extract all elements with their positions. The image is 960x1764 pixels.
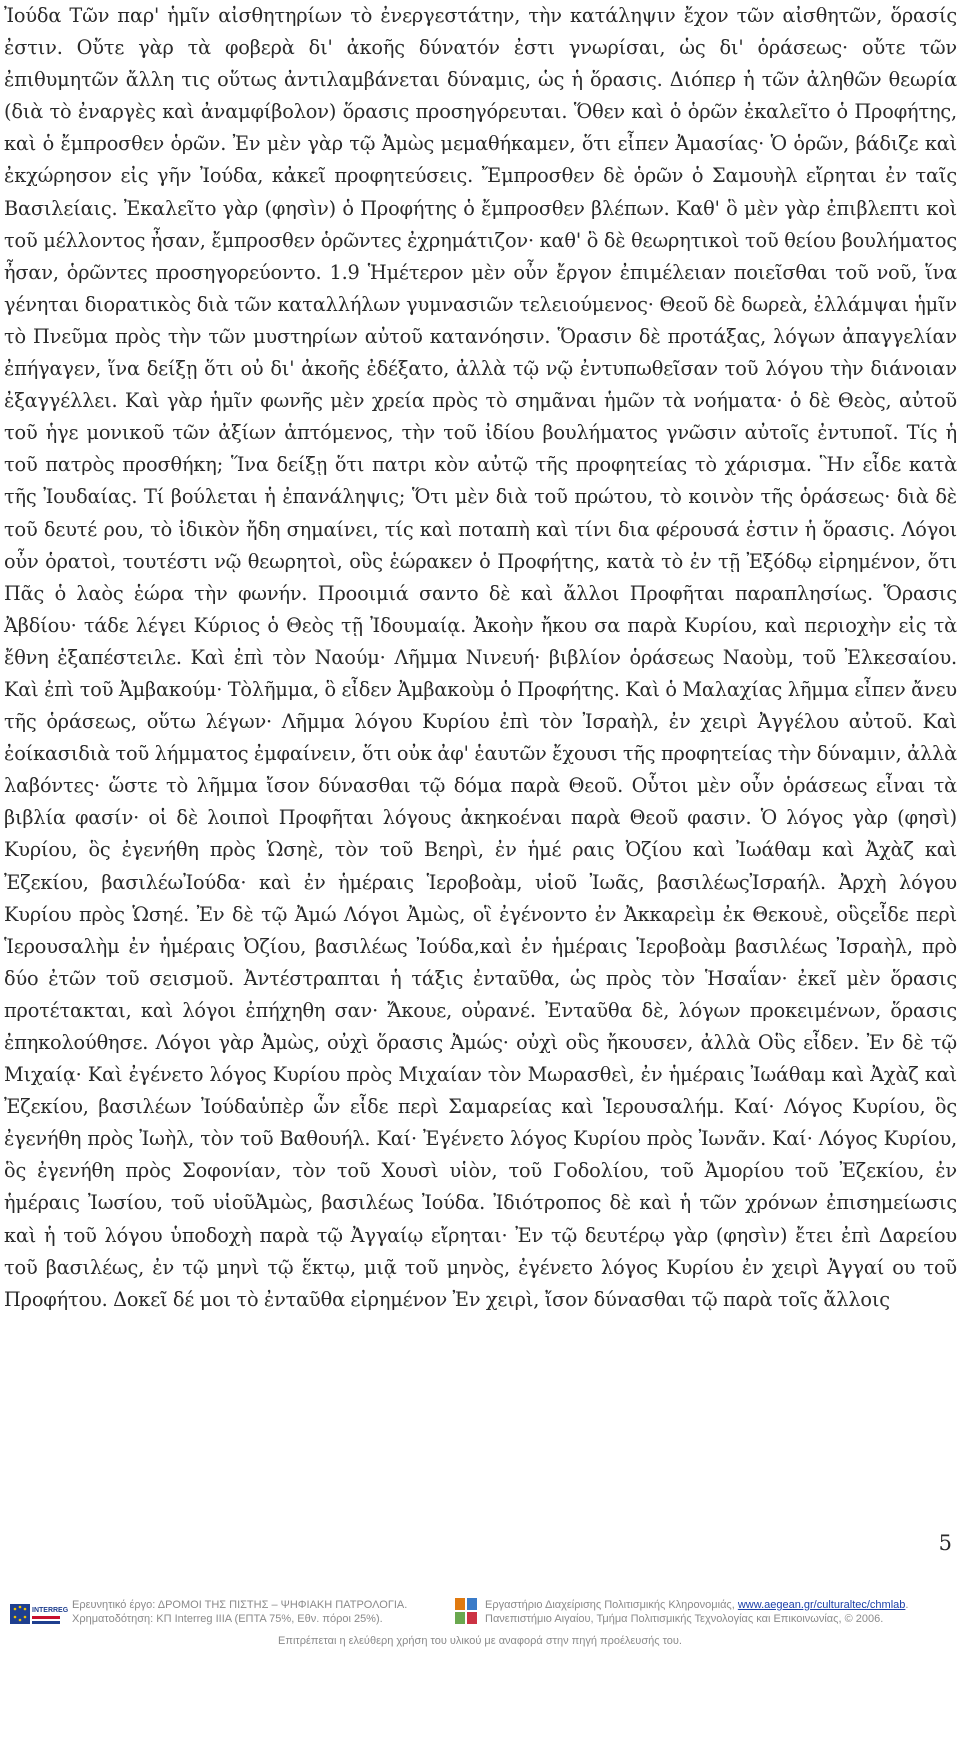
footer-left-text [72,1598,407,1626]
footer-funding-line: Χρηματοδότηση: ΚΠ Interreg IIIA (ΕΠΤΑ 75%, Εθν. πόροι 25%). [72,1613,383,1625]
interreg-logo-text: INTERREG [32,1607,69,1614]
lab-logo-icon [455,1598,477,1624]
interreg-logo-icon [10,1600,69,1628]
footer-lab-link[interactable]: www.aegean.gr/culturaltec/chmlab [737,1599,906,1611]
footer-university-line: Πανεπιστήμιο Αιγαίου, Τμήμα Πολιτισμικής Τεχνολογίας και Επικοινωνίας, © 2006. [485,1613,884,1625]
footer-lab-prefix: Εργαστήριο Διαχείρισης Πολιτισμικής Κληρονομιάς, [485,1599,738,1611]
footer-right-text [485,1598,908,1626]
footer-lab-line [485,1598,908,1612]
footer-lab-suffix: . [905,1599,909,1611]
page-footer [0,1590,960,1650]
footer-usage-notice: Επιτρέπεται η ελεύθερη χρήση του υλικού με αναφορά στην πηγή προέλευσής του. [278,1635,682,1647]
footer-left-block [10,1596,450,1632]
body-paragraph: Ἰούδα Τῶν παρ' ἡμῖν αἰσθητηρίων τὸ ἐνεργεστάτην, τὴν κατάληψιν ἔχον τῶν αἰσθητῶν, ὅρασίς ἐστιν. Οὔτε γὰρ τὰ φοβερὰ δι' ἀκοῆς δύνατόν ἐστι γνωρίσαι, ὡς δι' ὁράσεως· οὔτε τῶν ἐπιθυμητῶν ἄλλη τις οὕτως ἀντιλαμβάνεται δύναμις, ὡς ἡ ὅρασις. Διόπερ ἡ τῶν ἀληθῶν θεωρία (διὰ τὸ ἐναργὲς καὶ ἀναμφίβολον) ὅρασις προσηγόρευται. Ὅθεν καὶ ὁ ὁρῶν ἐκαλεῖτο ὁ Προφήτης, καὶ ὁ ἔμπροσθεν ὁρῶν. Ἐν μὲν γὰρ τῷ Ἀμὼς μεμαθήκαμεν, ὅτι εἶπεν Ἀμασίας· Ὁ ὁρῶν, βάδιζε καὶ ἐκχώρησον εἰς γῆν Ἰούδα, κἀκεῖ προφητεύσεις. Ἔμπροσθεν δὲ ὁρῶν ὁ Σαμουὴλ εἴρηται ἐν ταῖς Βασιλείαις. Ἐκαλεῖτο γὰρ (φησὶν) ὁ Προφήτης ὁ ἔμπροσθεν βλέπων. Καθ' ὃ μὲν γὰρ ἐπιβλεπτι κοὶ τοῦ μέλλοντος ἦσαν, ἔμπροσθεν ὁρῶντες ἐχρημάτιζον· καθ' ὃ δὲ θεωρητικοὶ τοῦ θείου βουλήματος ἦσαν, ὁρῶντες προσηγορεύοντο. 1.9 Ἡμέτερον μὲν οὖν ἔργον ἐπιμέλειαν ποιεῖσθαι τοῦ νοῦ, ἵνα γένηται διορατικὸς διὰ τῶν καταλλήλων γυμνασιῶν τελειούμενος· Θεοῦ δὲ δωρεὰ, ἐλλάμψαι ἡμῖν τὸ Πνεῦμα πρὸς τὴν τῶν μυστηρίων αὐτοῦ κατανόησιν. Ὅρασιν δὲ προτάξας, λόγων ἀπαγγελίαν ἐπήγαγεν, ἵνα δείξῃ ὅτι οὐ δι' ἀκοῆς ἐδέξατο, ἀλλὰ τῷ νῷ ἐντυπωθεῖσαν τοῦ λόγου τὴν διάνοιαν ἐξαγγέλλει. Καὶ γὰρ ἡμῖν φωνῆς μὲν χρεία πρὸς τὸ σημᾶναι ἡμῶν τὰ νοήματα· ὁ δὲ Θεὸς, αὐτοῦ τοῦ ἡγε μονικοῦ τῶν ἀξίων ἁπτόμενος, τὴν τοῦ ἰδίου βουλήματος γνῶσιν αὐτοῖς ἐντυποῖ. Τίς ἡ τοῦ πατρὸς προσθήκη; Ἵνα δείξῃ ὅτι πατρι κὸν αὐτῷ τῆς προφητείας τὸ χάρισμα. Ἣν εἶδε κατὰ τῆς Ἰουδαίας. Τί βούλεται ἡ ἐπανάληψις; Ὅτι μὲν διὰ τοῦ πρώτου, τὸ κοινὸν τῆς ὁράσεως· διὰ δὲ τοῦ δευτέ ρου, τὸ ἰδικὸν ἤδη σημαίνει, τίς καὶ ποταπὴ καὶ τίνι δια φέρουσά ἐστιν ἡ ὅρασις. Λόγοι οὖν ὁρατοὶ, τουτέστι νῷ θεωρητοὶ, οὓς ἑώρακεν ὁ Προφήτης, κατὰ τὸ ἐν τῇ Ἐξόδῳ εἰρημένον, ὅτι Πᾶς ὁ λαὸς ἑώρα τὴν φωνήν. Προοιμιά σαντο δὲ καὶ ἄλλοι Προφῆται παραπλησίως. Ὅρασις Ἀβδίου· τάδε λέγει Κύριος ὁ Θεὸς τῇ Ἰδουμαίᾳ. Ἀκοὴν ἤκου σα παρὰ Κυρίου, καὶ περιοχὴν εἰς τὰ ἔθνη ἐξαπέστειλε. Καὶ ἐπὶ τὸν Ναούμ· Λῆμμα Νινευή· βιβλίον ὁράσεως Ναοὺμ, τοῦ Ἐλκεσαίου. Καὶ ἐπὶ τοῦ Ἀμβακούμ· Τὸλῆμμα, ὃ εἶδεν Ἀμβακοὺμ ὁ Προφήτης. Καὶ ὁ Μαλαχίας λῆμμα εἶπεν ἄνευ τῆς ὁράσεως, οὕτω λέγων· Λῆμμα λόγου Κυρίου ἐπὶ τὸν Ἰσραὴλ, ἐν χειρὶ Ἀγγέλου αὐτοῦ. Καὶ ἐοίκασιδιὰ τοῦ λήμματος ἐμφαίνειν, ὅτι οὐκ ἀφ' ἑαυτῶν ἔχουσι τῆς προφητείας τὴν δύναμιν, ἀλλὰ λαβόντες· ὥστε τὸ λῆμμα ἴσον δύνασθαι τῷ δόμα παρὰ Θεοῦ. Οὗτοι μὲν οὖν ὁράσεως εἶναι τὰ βιβλία φασίν· οἱ δὲ λοιποὶ Προφῆται λόγους ἀκηκοέναι παρὰ Θεοῦ φασιν. Ὁ λόγος γὰρ (φησὶ) Κυρίου, ὃς ἐγενήθη πρὸς Ὡσηὲ, τὸν τοῦ Βεηρὶ, ἐν ἡμέ ραις Ὀζίου καὶ Ἰωάθαμ καὶ Ἀχὰζ καὶ Ἐζεκίου, βασιλέωἸούδα· καὶ ἐν ἡμέραις Ἱεροβοὰμ, υἱοῦ Ἰωᾶς, βασιλέωςἸσραήλ. Ἀρχὴ λόγου Κυρίου πρὸς Ὡσηέ. Ἐν δὲ τῷ Ἀμώ Λόγοι Ἀμὼς, οἳ ἐγένοντο ἐν Ἀκκαρεὶμ ἐκ Θεκουὲ, οὓςεἶδε περὶ Ἱερουσαλὴμ ἐν ἡμέραις Ὀζίου, βασιλέως Ἰούδα,καὶ ἐν ἡμέραις Ἱεροβοὰμ βασιλέως Ἰσραὴλ, πρὸ δύο ἐτῶν τοῦ σεισμοῦ. Ἀντέστραπται ἡ τάξις ἐνταῦθα, ὡς πρὸς τὸν Ἡσαΐαν· ἐκεῖ μὲν ὅρασις προτέτακται, καὶ λόγοι ἐπήχηθη σαν· Ἄκουε, οὐρανέ. Ἐνταῦθα δὲ, λόγων προκειμένων, ὅρασις ἐπηκολούθησε. Λόγοι γὰρ Ἀμὼς, οὐχὶ ὅρασις Ἀμώς· οὐχὶ οὓς ἤκουσεν, ἀλλὰ Οὓς εἶδεν. Ἐν δὲ τῷ Μιχαίᾳ· Καὶ ἐγένετο λόγος Κυρίου πρὸς Μιχαίαν τὸν Μωρασθεὶ, ἐν ἡμέραις Ἰωάθαμ καὶ Ἀχὰζ καὶ Ἐζεκίου, βασιλέων Ἰούδαὑπὲρ ὧν εἶδε περὶ Σαμαρείας καὶ Ἱερουσαλήμ. Καί· Λόγος Κυρίου, ὃς ἐγενήθη πρὸς Ἰωὴλ, τὸν τοῦ Βαθουήλ. Καί· Ἐγένετο λόγος Κυρίου πρὸς Ἰωνᾶν. Καί· Λόγος Κυρίου, ὃς ἐγενήθη πρὸς Σοφονίαν, τὸν τοῦ Χουσὶ υἱὸν, τοῦ Γοδολίου, τοῦ Ἀμορίου τοῦ Ἐζεκίου, ἐν ἡμέραις Ἰωσίου, τοῦ υἱοῦἈμὼς, βασιλέως Ἰούδα. Ἰδιότροπος δὲ καὶ ἡ τῶν χρόνων ἐπισημείωσις καὶ ἡ τοῦ λόγου ὑποδοχὴ παρὰ τῷ Ἀγγαίῳ εἴρηται· Ἐν τῷ δευτέρῳ γὰρ (φησὶν) ἔτει ἐπὶ Δαρείου τοῦ βασιλέως, ἐν τῷ μηνὶ τῷ ἕκτῳ, μιᾷ τοῦ μηνὸς, ἐγένετο λόγος Κυρίου ἐν χειρὶ Ἀγγαί ου τοῦ Προφήτου. Δοκεῖ δέ μοι τὸ ἐνταῦθα εἰρημένον Ἐν χειρὶ, ἴσον δύνασθαι τῷ παρὰ τοῖς ἄλλοις [4,4,957,1311]
page-number: 5 [938,1531,952,1555]
footer-project-line: Ερευνητικό έργο: ΔΡΟΜΟΙ ΤΗΣ ΠΙΣΤΗΣ – ΨΗΦΙΑΚΗ ΠΑΤΡΟΛΟΓΙΑ. [72,1599,408,1611]
footer-right-block [455,1596,955,1632]
